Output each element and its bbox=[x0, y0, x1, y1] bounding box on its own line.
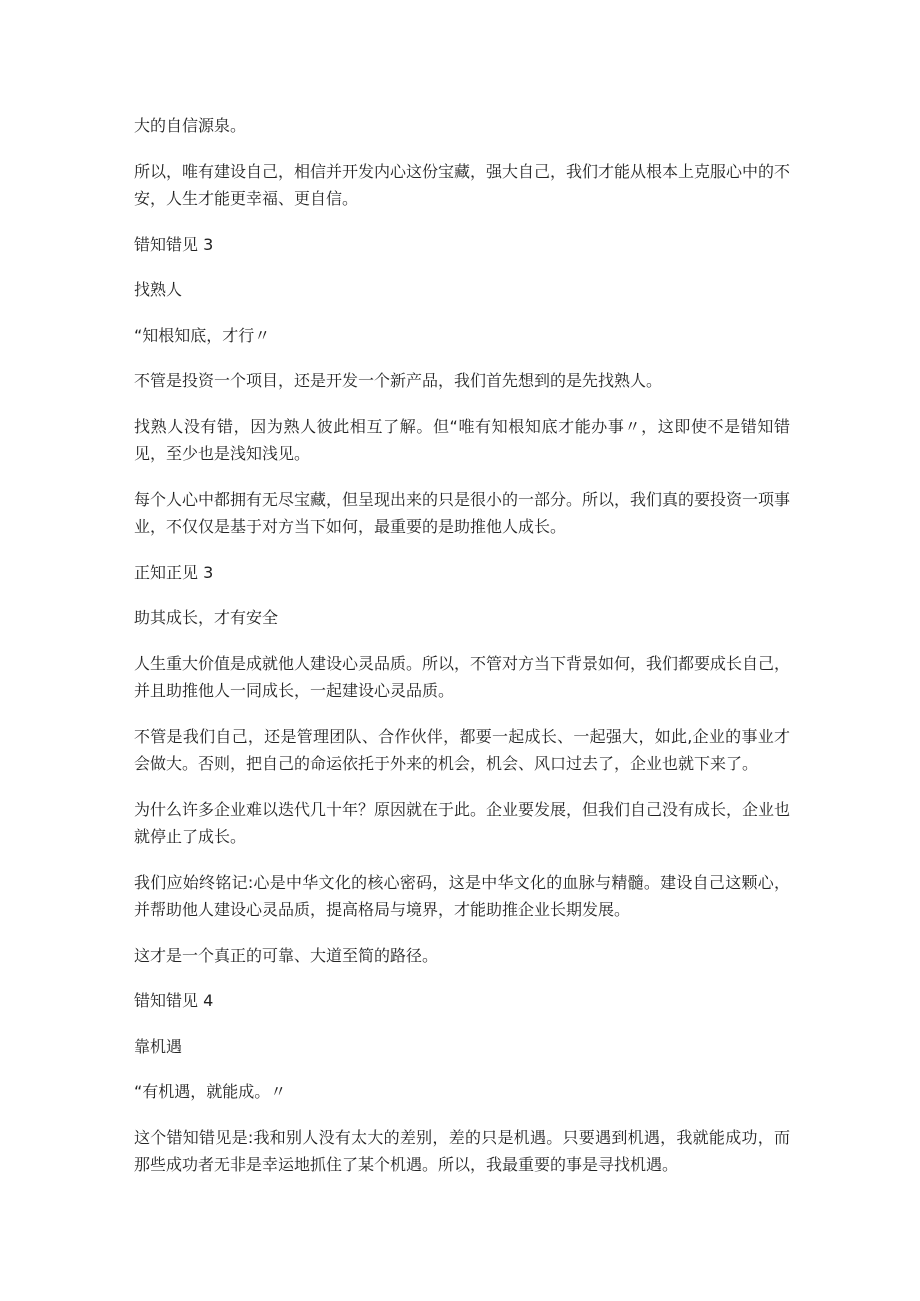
paragraph: 不管是我们自己，还是管理团队、合作伙伴，都要一起成长、一起强大，如此,企业的事业才会做大。否则，把自己的命运依托于外来的机会，机会、风口过去了，企业也就下来了。 bbox=[134, 726, 790, 773]
paragraph: 为什么许多企业难以迭代几十年？原因就在于此。企业要发展，但我们自己没有成长，企业也就停止了成长。 bbox=[134, 799, 791, 846]
section-heading: 正知正见 3 bbox=[134, 562, 214, 582]
paragraph: 这才是一个真正的可靠、大道至简的路径。 bbox=[134, 945, 439, 965]
section-subtitle: 靠机遇 bbox=[134, 1036, 183, 1056]
paragraph: 大的自信源泉。 bbox=[134, 116, 247, 135]
paragraph: 每个人心中都拥有无尽宝藏，但呈现出来的只是很小的一部分。所以，我们真的要投资一项事业，不仅仅是基于对方当下如何，最重要的是助推他人成长。 bbox=[134, 489, 791, 536]
paragraph: 人生重大价值是成就他人建设心灵品质。所以，不管对方当下背景如何，我们都要成长自己，并且助推他人一同成长，一起建设心灵品质。 bbox=[134, 653, 791, 700]
paragraph: 所以，唯有建设自己，相信并开发内心这份宝藏，强大自己，我们才能从根本上克服心中的不安，人生才能更幸福、更自信。 bbox=[134, 161, 791, 208]
section-heading: 错知错见 3 bbox=[134, 234, 214, 254]
paragraph: 不管是投资一个项目，还是开发一个新产品，我们首先想到的是先找熟人。 bbox=[134, 371, 663, 390]
document-body bbox=[134, 112, 790, 1197]
quote: “知根知底，才行〃 bbox=[134, 325, 271, 345]
section-heading: 错知错见 4 bbox=[134, 991, 214, 1010]
section-subtitle: 找熟人 bbox=[134, 280, 183, 299]
section-subtitle: 助其成长，才有安全 bbox=[134, 608, 279, 627]
quote: “有机遇，就能成。〃 bbox=[134, 1082, 287, 1101]
paragraph: 找熟人没有错，因为熟人彼此相互了解。但“唯有知根知底才能办事〃，这即使不是错知错见，至少也是浅知浅见。 bbox=[134, 416, 790, 463]
paragraph: 我们应始终铭记:心是中华文化的核心密码，这是中华文化的血脉与精髓。建设自己这颗心，并帮助他人建设心灵品质，提高格局与境界，才能助推企业长期发展。 bbox=[134, 872, 790, 919]
paragraph: 这个错知错见是:我和别人没有太大的差别，差的只是机遇。只要遇到机遇，我就能成功，而那些成功者无非是幸运地抓住了某个机遇。所以，我最重要的事是寻找机遇。 bbox=[134, 1127, 790, 1174]
